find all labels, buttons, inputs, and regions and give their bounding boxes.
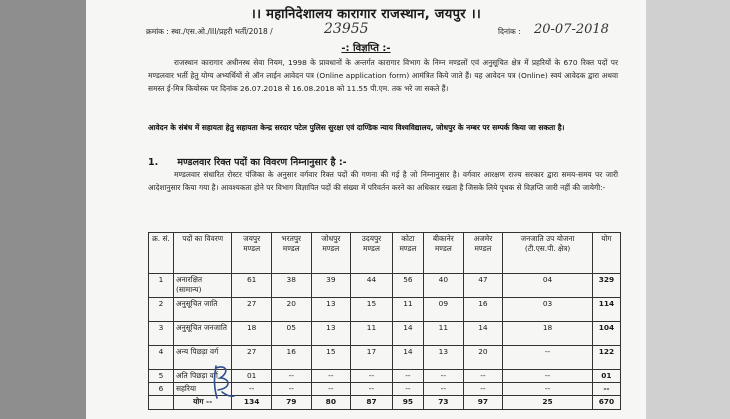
section-title: मण्डलवार रिक्त पदों का विवरण निम्नानुसार है :- <box>177 157 347 168</box>
row-serial: 3 <box>149 322 174 346</box>
row-value: 56 <box>392 274 423 298</box>
header-ajmer: अजमेर मण्डल <box>463 233 503 274</box>
row-value: 61 <box>232 274 272 298</box>
row-serial: 6 <box>149 383 174 396</box>
row-value: 18 <box>232 322 272 346</box>
row-value: 13 <box>311 298 351 322</box>
row-value: 17 <box>351 346 393 370</box>
total-value: 73 <box>424 396 464 410</box>
total-value: 95 <box>392 396 423 410</box>
row-value: -- <box>463 383 503 396</box>
row-value: 05 <box>271 322 311 346</box>
reference-number: 23955 <box>324 21 369 37</box>
row-value: 14 <box>392 346 423 370</box>
document-title: ।। महानिदेशालय कारागार राजस्थान, जयपुर ।। <box>250 7 482 22</box>
row-value: 15 <box>311 346 351 370</box>
background-left <box>0 0 86 419</box>
row-value: -- <box>392 370 423 383</box>
table-row <box>149 298 621 322</box>
row-serial: 5 <box>149 370 174 383</box>
section-heading <box>148 155 347 168</box>
header-udaipur: उदयपुर मण्डल <box>351 233 393 274</box>
row-value: -- <box>311 370 351 383</box>
row-value: -- <box>503 346 593 370</box>
date-value: 20-07-2018 <box>534 22 609 37</box>
total-label: योग -- <box>174 396 232 410</box>
header-serial: क्र. सं. <box>149 233 174 274</box>
table-row <box>149 274 621 298</box>
row-value: 11 <box>351 322 393 346</box>
row-value: 39 <box>311 274 351 298</box>
document-page <box>86 0 646 419</box>
total-value: 97 <box>463 396 503 410</box>
row-category: अनुसूचित जनजाति <box>174 322 232 346</box>
row-value: 14 <box>392 322 423 346</box>
total-value: 87 <box>351 396 393 410</box>
row-category: अन्य पिछड़ा वर्ग <box>174 346 232 370</box>
notice-heading: -: विज्ञप्ति :- <box>341 43 391 54</box>
header-kota: कोटा मण्डल <box>392 233 423 274</box>
total-value: 80 <box>311 396 351 410</box>
row-serial: 4 <box>149 346 174 370</box>
row-value: -- <box>503 370 593 383</box>
total-value: 134 <box>232 396 272 410</box>
row-value: 04 <box>503 274 593 298</box>
row-value: 13 <box>311 322 351 346</box>
background-right <box>644 0 730 419</box>
handwritten-initial-mark <box>210 362 236 402</box>
header-jodhpur: जोधपुर मण्डल <box>311 233 351 274</box>
table-header-row <box>149 233 621 274</box>
row-value: 47 <box>463 274 503 298</box>
total-value: 79 <box>271 396 311 410</box>
row-value: 104 <box>592 322 620 346</box>
header-total: योग <box>592 233 620 274</box>
row-value: -- <box>271 370 311 383</box>
row-value: -- <box>311 383 351 396</box>
row-value: 14 <box>463 322 503 346</box>
row-category: अति पिछड़ा वर्ग <box>174 370 232 383</box>
header-category: पदों का विवरण <box>174 233 232 274</box>
row-serial: 2 <box>149 298 174 322</box>
row-value: -- <box>592 383 620 396</box>
header-tsp: जनजाति उप योजना (टी.एस.पी. क्षेत्र) <box>503 233 593 274</box>
row-value: -- <box>503 383 593 396</box>
total-value: 25 <box>503 396 593 410</box>
date-label: दिनांक : <box>498 27 521 36</box>
section-number: 1. <box>148 157 159 168</box>
row-value: -- <box>424 370 464 383</box>
row-value: 01 <box>232 370 272 383</box>
row-value: 16 <box>271 346 311 370</box>
row-value: -- <box>351 383 393 396</box>
total-serial <box>149 396 174 410</box>
header-bikaner: बीकानेर मण्डल <box>424 233 464 274</box>
row-value: 20 <box>463 346 503 370</box>
row-value: -- <box>463 370 503 383</box>
reference-label: क्रमांक : स्था./एस.ओ./III/प्रहरी भर्ती/2018 / <box>146 27 273 36</box>
notice-paragraph-2: आवेदन के संबंध में सहायता हेतु सहायता केन्द्र सरदार पटेल पुलिस सुरक्षा एवं दाण्डिक न्याय विश्वविद्यालय, जोधपुर के नम्बर पर सम्पर्क किया जा सकता है। <box>148 123 565 132</box>
header-jaipur: जयपुर मण्डल <box>232 233 272 274</box>
row-value: 114 <box>592 298 620 322</box>
row-value: 13 <box>424 346 464 370</box>
notice-paragraph-3: मण्डलवार संधारित रोस्टर पंजिका के अनुसार वर्गवार रिक्त पदों की गणना की गई है जो निम्नानुसार है। वर्गवार आरक्षण राज्य सरकार द्वारा समय-समय पर जारी आदेशानुसार किया गया है। आवश्यकता होने पर विभाग विज्ञापित पदों की संख्या में परिवर्तन करने का अधिकार रखता है जिसके लिये पृथक से विज्ञप्ति जारी नहीं की जायेगी:- <box>148 170 618 193</box>
row-value: 20 <box>271 298 311 322</box>
row-value: -- <box>351 370 393 383</box>
row-value: 27 <box>232 298 272 322</box>
total-value: 670 <box>592 396 620 410</box>
row-value: 27 <box>232 346 272 370</box>
row-value: 09 <box>424 298 464 322</box>
row-value: 38 <box>271 274 311 298</box>
row-value: 11 <box>392 298 423 322</box>
row-serial: 1 <box>149 274 174 298</box>
row-value: 44 <box>351 274 393 298</box>
reference-row <box>146 23 626 41</box>
row-value: -- <box>392 383 423 396</box>
table-row <box>149 322 621 346</box>
row-value: 15 <box>351 298 393 322</box>
row-value: 40 <box>424 274 464 298</box>
row-category: अनारक्षित (सामान्य) <box>174 274 232 298</box>
header-bharatpur: भरतपुर मण्डल <box>271 233 311 274</box>
row-value: -- <box>424 383 464 396</box>
row-value: -- <box>232 383 272 396</box>
row-value: 11 <box>424 322 464 346</box>
row-category: अनुसूचित जाति <box>174 298 232 322</box>
row-category: सहरिया <box>174 383 232 396</box>
row-value: -- <box>271 383 311 396</box>
row-value: 03 <box>503 298 593 322</box>
row-value: 18 <box>503 322 593 346</box>
notice-paragraph-1: राजस्थान कारागार अधीनस्थ सेवा नियम, 1998 के प्रावधानों के अन्तर्गत कारागार विभाग के निम्न मण्डलों एवं अनुसूचित क्षेत्र में प्रहरियों के 670 रिक्त पदों पर मण्डलवार भर्ती हेतु योग्य अभ्यर्थियों से ऑन लाईन आवेदन पत्र (Online application form) आमंत्रित किये जाते हैं। यह आवेदन पत्र (Online) स्वयं आवेदक द्वारा अथवा समस्त ई-मित्र कियोस्क पर दिनांक 26.07.2018 से 16.08.2018 को 11.55 पी.एम. तक भरे जा सकते हैं। <box>148 58 618 94</box>
row-value: 01 <box>592 370 620 383</box>
row-value: 122 <box>592 346 620 370</box>
row-value: 329 <box>592 274 620 298</box>
row-value: 16 <box>463 298 503 322</box>
